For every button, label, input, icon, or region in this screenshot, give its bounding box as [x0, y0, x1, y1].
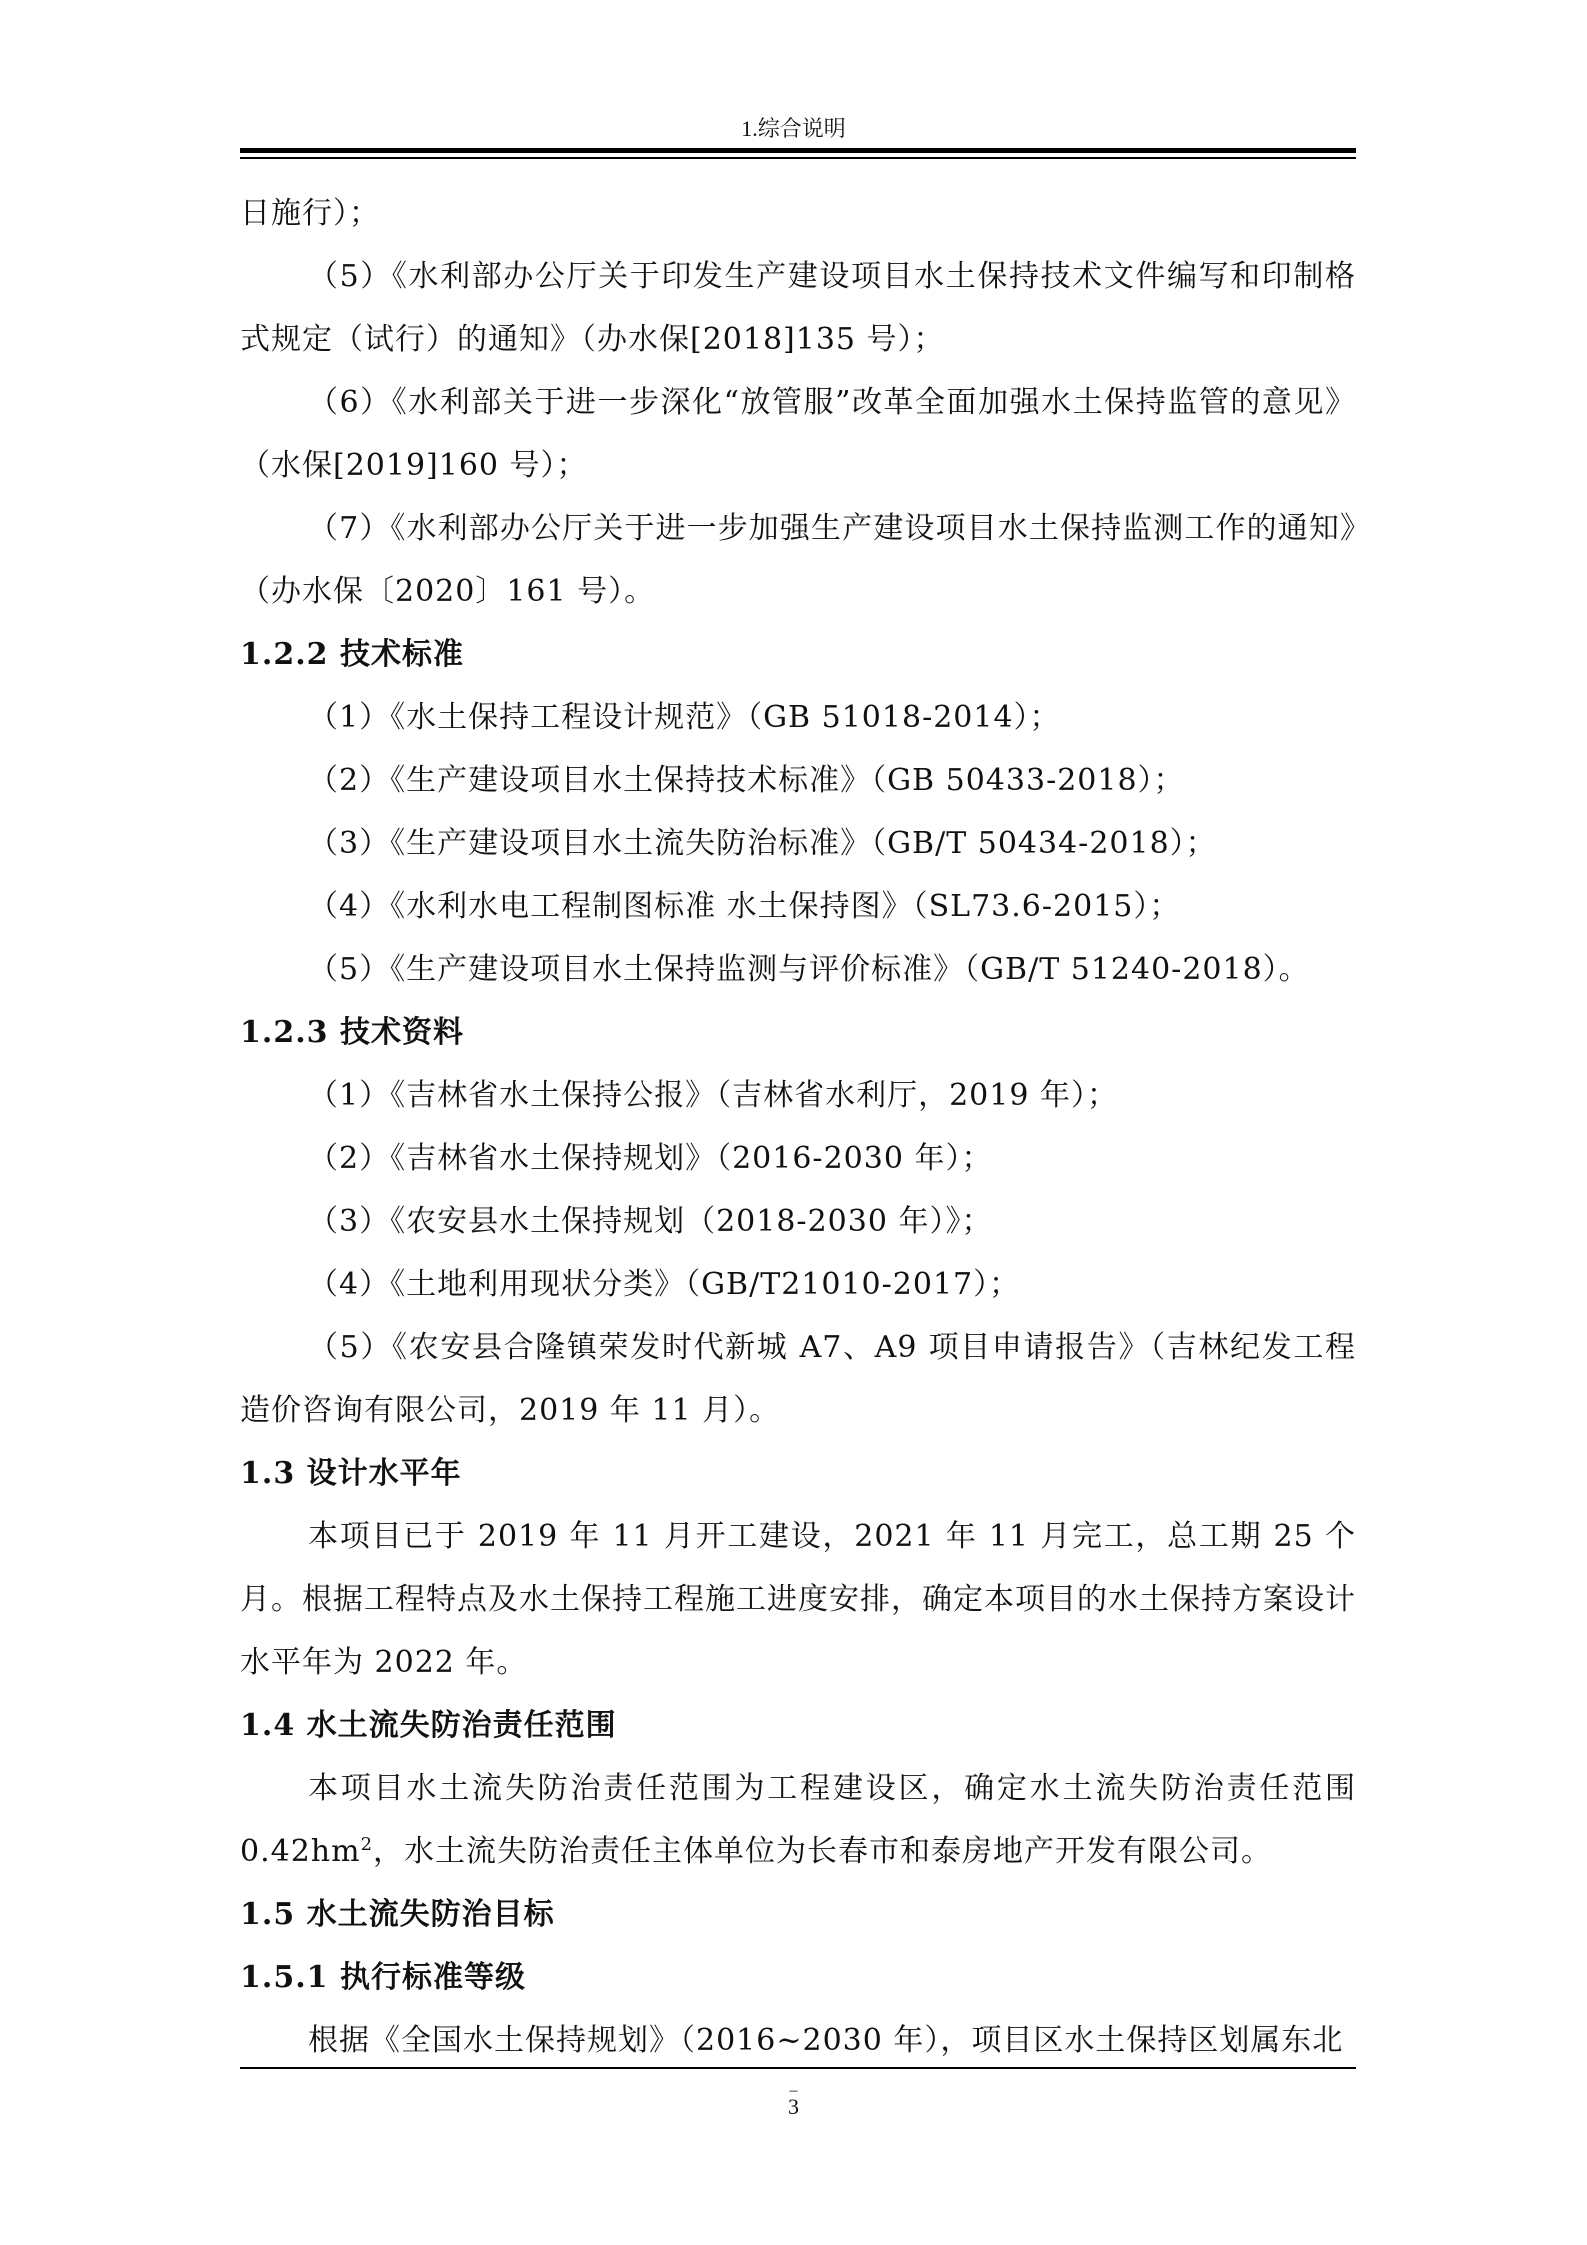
paragraph-continued: 日施行）；	[240, 196, 380, 231]
responsibility-text-a: 本项目水土流失防治责任范围为工程建设区，确定水土流失防治责任范围 0.42hm	[240, 1771, 1356, 1869]
page-number	[0, 2082, 1587, 2120]
superscript-2: 2	[360, 1834, 374, 1855]
list-item-standard-2: （2）《生产建设项目水土保持技术标准》（GB 50433-2018）；	[308, 763, 1185, 798]
list-item-standard-5: （5）《生产建设项目水土保持监测与评价标准》（GB/T 51240-2018）。	[308, 952, 1310, 987]
responsibility-text-b: ，水土流失防治责任主体单位为长春市和泰房地产开发有限公司。	[373, 1834, 1273, 1869]
section-heading-1-4: 1.4 水土流失防治责任范围	[240, 1708, 617, 1743]
list-item-regulation-5: （5）《水利部办公厅关于印发生产建设项目水土保持技术文件编写和印制格式规定（试行）的通知》（办水保[2018]135 号）；	[240, 259, 1356, 357]
page-number-value: 3	[788, 2094, 799, 2119]
header-rule-thick	[240, 148, 1356, 153]
paragraph-design-year: 本项目已于 2019 年 11 月开工建设，2021 年 11 月完工，总工期 25 个月。根据工程特点及水土保持工程施工进度安排，确定本项目的水土保持方案设计水平年为 2022 年。	[240, 1519, 1356, 1680]
list-item-standard-1: （1）《水土保持工程设计规范》（GB 51018-2014）；	[308, 700, 1061, 735]
section-heading-1-3: 1.3 设计水平年	[240, 1456, 462, 1491]
list-item-standard-3: （3）《生产建设项目水土流失防治标准》（GB/T 50434-2018）；	[308, 826, 1217, 861]
header-rule-thin	[240, 157, 1356, 159]
list-item-regulation-6: （6）《水利部关于进一步深化“放管服”改革全面加强水土保持监管的意见》（水保[2019]160 号）；	[240, 385, 1356, 483]
section-heading-1-2-3: 1.2.3 技术资料	[240, 1015, 464, 1050]
paragraph-standard-level: 根据《全国水土保持规划》（2016~2030 年），项目区水土保持区划属东北	[308, 2023, 1344, 2058]
page-header-title: 1.综合说明	[741, 116, 846, 141]
list-item-standard-4: （4）《水利水电工程制图标准 水土保持图》（SL73.6-2015）；	[308, 889, 1181, 924]
footer-rule	[240, 2067, 1356, 2069]
page-number-dash: –	[789, 2082, 798, 2099]
list-item-material-1: （1）《吉林省水土保持公报》（吉林省水利厅，2019 年）；	[308, 1078, 1118, 1113]
section-heading-1-5-1: 1.5.1 执行标准等级	[240, 1960, 526, 1995]
list-item-regulation-7: （7）《水利部办公厅关于进一步加强生产建设项目水土保持监测工作的通知》（办水保〔2020〕161 号）。	[240, 511, 1356, 609]
list-item-material-2: （2）《吉林省水土保持规划》（2016-2030 年）；	[308, 1141, 993, 1176]
section-heading-1-5: 1.5 水土流失防治目标	[240, 1897, 555, 1932]
document-body	[240, 182, 1356, 2072]
paragraph-responsibility-scope	[240, 1757, 1356, 1883]
section-heading-1-2-2: 1.2.2 技术标准	[240, 637, 464, 672]
list-item-material-3: （3）《农安县水土保持规划（2018-2030 年）》；	[308, 1204, 993, 1239]
list-item-material-5: （5）《农安县合隆镇荣发时代新城 A7、A9 项目申请报告》（吉林纪发工程造价咨询有限公司，2019 年 11 月）。	[240, 1330, 1356, 1428]
list-item-material-4: （4）《土地利用现状分类》（GB/T21010-2017）；	[308, 1267, 1021, 1302]
